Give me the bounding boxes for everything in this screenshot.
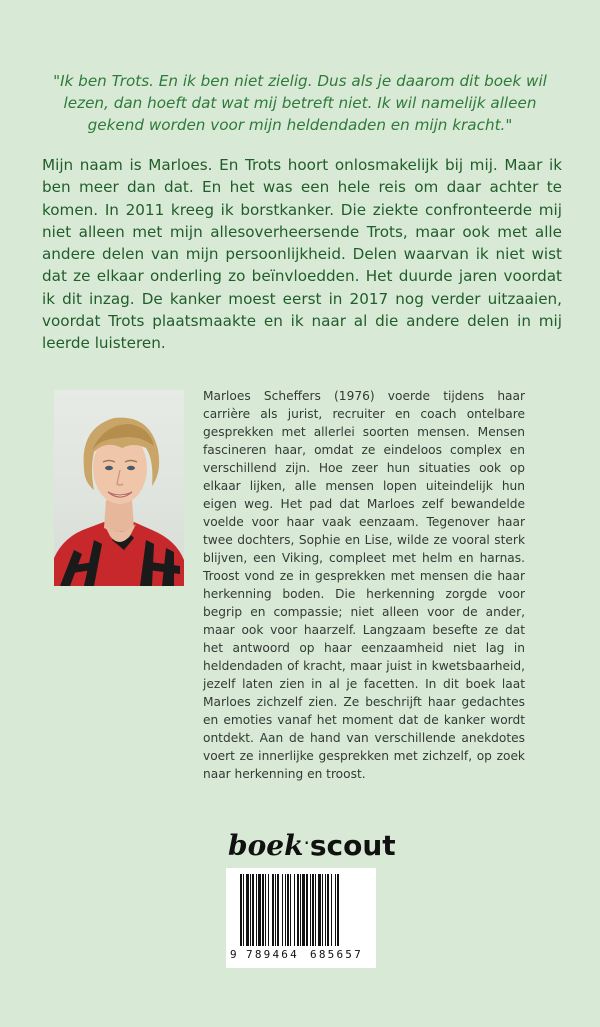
publisher-logo-dot: ·: [303, 831, 310, 855]
barcode-left-group: 789464: [246, 948, 299, 961]
publisher-logo: [228, 829, 396, 869]
publisher-logo-part-a: boek: [228, 829, 304, 862]
author-photo: [54, 390, 184, 586]
barcode-first-digit: 9: [230, 948, 237, 961]
publisher-logo-part-b: scout: [309, 829, 396, 862]
author-portrait-illustration: [54, 390, 184, 586]
barcode-digits: [226, 948, 376, 966]
author-bio: Marloes Scheffers (1976) voerde tijdens haar carrière als jurist, recruiter en coach ontelbare gesprekken met allerlei soorten mensen. Mensen fascineren haar, omdat ze eindeloos complex en verschillend zijn. Hoe zeer hun situaties ook op elkaar lijken, alle mensen lopen uiteindelijk hun eigen weg. Het pad dat Marloes zelf bewandelde voelde voor haar vaak eenzaam. Tegenover haar twee dochters, Sophie en Lise, wilde ze vooral sterk blijven, een Viking, compleet met helm en harnas. Troost vond ze in gesprekken met mensen die haar herkenning boden. Die herkenning zorgde voor begrip en compassie; niet alleen voor de ander, maar ook voor haarzelf. Langzaam besefte ze dat het antwoord op haar eenzaamheid niet lag in heldendaden of kracht, maar juist in kwetsbaarheid, jezelf laten zien in al je facetten. In dit boek laat Marloes zichzelf zien. Ze beschrijft haar gedachtes en emoties vanaf het moment dat de kanker wordt ontdekt. Aan de hand van verschillende anekdotes voert ze innerlijke gesprekken met zichzelf, op zoek naar herkenning en troost.: [203, 389, 525, 781]
author-quote: "Ik ben Trots. En ik ben niet zielig. Dus als je daarom dit boek wil lezen, dan hoeft dat wat mij betreft niet. Ik wil namelijk alleen gekend worden voor mijn heldendaden en mijn kracht.": [53, 72, 547, 134]
intro-blurb: Mijn naam is Marloes. En Trots hoort onlosmakelijk bij mij. Maar ik ben meer dan dat. En het was een hele reis om daar achter te komen. In 2011 kreeg ik borstkanker. Die ziekte confronteerde mij niet alleen met mijn allesoverheersende Trots, maar ook met alle andere delen van mijn persoonlijkheid. Delen waarvan ik niet wist dat ze elkaar onderling zo beïnvloedden. Het duurde jaren voordat ik dit inzag. De kanker moest eerst in 2017 nog verder uitzaaien, voordat Trots plaatsmaakte en ik naar al die andere delen in mij leerde luisteren.: [42, 156, 562, 353]
barcode-right-group: 685657: [310, 948, 363, 961]
isbn-barcode: [226, 868, 376, 968]
barcode-bars: [226, 868, 376, 950]
